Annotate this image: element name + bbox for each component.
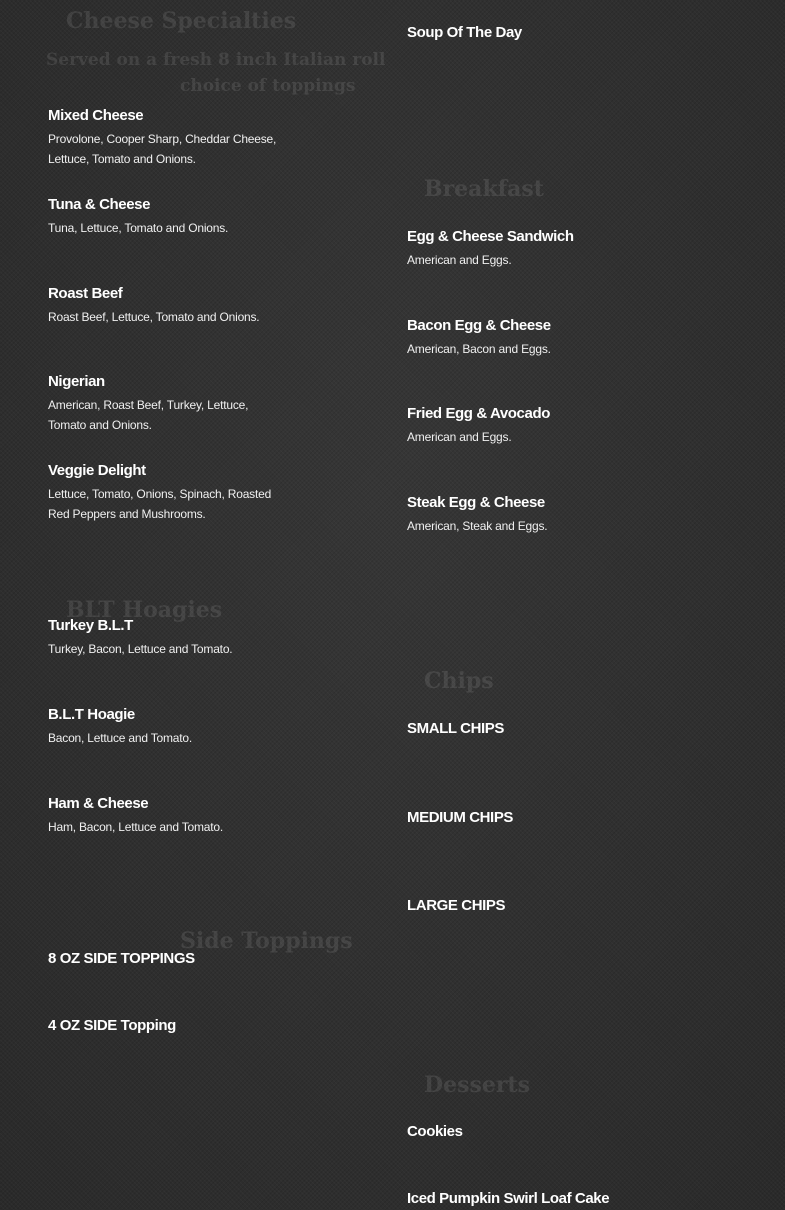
menu-item-roast-beef[interactable] xyxy=(48,284,308,327)
menu-item-4oz-side-topping[interactable] xyxy=(48,1016,176,1036)
menu-item-description: Roast Beef, Lettuce, Tomato and Onions. xyxy=(48,310,260,324)
menu-item-turkey-blt[interactable] xyxy=(48,616,288,659)
section-heading-desserts: Desserts xyxy=(424,1072,530,1098)
menu-item-description: Provolone, Cooper Sharp, Cheddar Cheese, Lettuce, Tomato and Onions. xyxy=(48,132,277,166)
menu-item-name: Steak Egg & Cheese xyxy=(407,494,545,511)
menu-item-description: American, Roast Beef, Turkey, Lettuce, Tomato and Onions. xyxy=(48,398,249,432)
menu-item-name: Bacon Egg & Cheese xyxy=(407,317,551,334)
menu-item-fried-egg-avocado[interactable] xyxy=(407,404,647,447)
menu-item-description: American, Steak and Eggs. xyxy=(407,519,548,533)
menu-item-ham-cheese[interactable] xyxy=(48,794,288,837)
menu-item-description: Bacon, Lettuce and Tomato. xyxy=(48,731,193,745)
menu-item-name: Soup Of The Day xyxy=(407,24,522,41)
menu-item-name: Veggie Delight xyxy=(48,462,146,479)
section-subheading: choice of toppings xyxy=(180,76,356,96)
menu-item-description: American and Eggs. xyxy=(407,253,512,267)
menu-item-name: Tuna & Cheese xyxy=(48,196,151,213)
menu-item-soup-of-the-day[interactable] xyxy=(407,23,522,43)
menu-item-medium-chips[interactable] xyxy=(407,808,513,828)
menu-item-description: Tuna, Lettuce, Tomato and Onions. xyxy=(48,221,229,235)
menu-item-name: Fried Egg & Avocado xyxy=(407,405,550,422)
section-subheading: Served on a fresh 8 inch Italian roll xyxy=(46,50,386,70)
menu-item-name: Mixed Cheese xyxy=(48,107,144,124)
menu-item-veggie-delight[interactable] xyxy=(48,461,288,524)
menu-item-name: Nigerian xyxy=(48,373,105,390)
menu-item-tuna-cheese[interactable] xyxy=(48,195,288,238)
menu-item-name: MEDIUM CHIPS xyxy=(407,809,514,826)
menu-item-large-chips[interactable] xyxy=(407,896,505,916)
section-heading-blt: BLT Hoagies xyxy=(66,597,223,623)
menu-item-steak-egg-cheese[interactable] xyxy=(407,493,647,536)
menu-item-description: Lettuce, Tomato, Onions, Spinach, Roasted Red Peppers and Mushrooms. xyxy=(48,487,272,521)
section-heading-cheese: Cheese Specialties xyxy=(66,8,297,34)
menu-item-description: American and Eggs. xyxy=(407,430,512,444)
menu-item-name: Roast Beef xyxy=(48,285,123,302)
menu-item-egg-cheese-sandwich[interactable] xyxy=(407,227,647,270)
menu-item-bacon-egg-cheese[interactable] xyxy=(407,316,647,359)
menu-item-name: Iced Pumpkin Swirl Loaf Cake xyxy=(407,1190,610,1207)
menu-item-iced-pumpkin-swirl-loaf-cake[interactable] xyxy=(407,1189,609,1209)
menu-item-description: American, Bacon and Eggs. xyxy=(407,342,551,356)
menu-item-name: Egg & Cheese Sandwich xyxy=(407,228,574,245)
section-heading-sides: Side Toppings xyxy=(180,928,353,954)
menu-item-name: Cookies xyxy=(407,1123,463,1140)
section-heading-chips: Chips xyxy=(424,668,494,694)
menu-item-name: B.L.T Hoagie xyxy=(48,706,135,723)
menu-item-description: Ham, Bacon, Lettuce and Tomato. xyxy=(48,820,224,834)
menu-item-description: Turkey, Bacon, Lettuce and Tomato. xyxy=(48,642,233,656)
menu-item-mixed-cheese[interactable] xyxy=(48,106,288,169)
menu-item-small-chips[interactable] xyxy=(407,719,504,739)
menu-item-nigerian[interactable] xyxy=(48,372,288,435)
menu-item-name: SMALL CHIPS xyxy=(407,720,504,737)
menu-item-8oz-side-toppings[interactable] xyxy=(48,949,195,969)
menu-item-name: Ham & Cheese xyxy=(48,795,149,812)
menu-item-cookies[interactable] xyxy=(407,1122,463,1142)
menu-item-name: LARGE CHIPS xyxy=(407,897,506,914)
menu-item-name: 8 OZ SIDE TOPPINGS xyxy=(48,950,195,967)
section-heading-breakfast: Breakfast xyxy=(424,176,544,202)
menu-item-blt-hoagie[interactable] xyxy=(48,705,288,748)
menu-item-name: Turkey B.L.T xyxy=(48,617,133,634)
menu-item-name: 4 OZ SIDE Topping xyxy=(48,1017,176,1034)
